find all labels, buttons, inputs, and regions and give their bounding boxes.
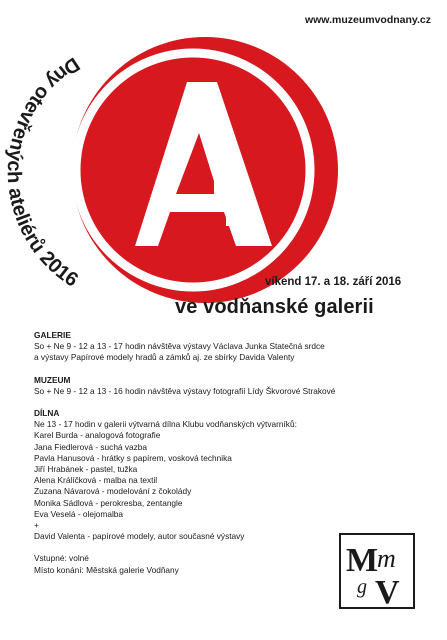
venue-text: Místo konání: Městská galerie Vodňany [34, 564, 179, 575]
svg-text:m: m [377, 544, 396, 573]
program-content [34, 330, 374, 576]
artist-line: Pavla Hanusová - hrátky s papírem, vosková technika [34, 452, 232, 463]
website-url: www.muzeumvodnany.cz [304, 14, 431, 26]
svg-text:V: V [375, 574, 400, 609]
artist-line: Alena Králíčková - malba na textil [34, 475, 158, 486]
program-line: So + Ne 9 - 12 a 13 - 17 hodin návštěva výstavy Václava Junka Statečná srdce [34, 341, 325, 352]
artist-line: Eva Veselá - olejomalba [34, 508, 124, 519]
arc-title-text: Dny otevřených ateliérů 2016 [2, 52, 84, 292]
section-heading: MUZEUM [34, 374, 71, 385]
section-heading: GALERIE [34, 330, 71, 340]
artist-line: Monika Sádlová - perokresba, zentangle [34, 497, 183, 508]
program-line: a výstavy Papírové modely hradů a zámků aj. ze sbírky Davida Valenty [34, 352, 295, 363]
svg-text:g: g [357, 576, 367, 598]
footer-info [34, 553, 374, 575]
program-line: Ne 13 - 17 hodin v galerii výtvarná dílna Klubu vodňanských výtvarníků: [34, 419, 297, 430]
artist-line: Jana Fiedlerová - suchá vazba [34, 441, 147, 452]
plus-sign: + [34, 520, 39, 531]
date-line: víkend 17. a 18. září 2016 [265, 276, 402, 288]
artist-line: Jiří Hrabánek - pastel, tužka [34, 464, 138, 475]
svg-text:M: M [346, 542, 379, 579]
venue-title: ve vodňanské galerii [175, 296, 374, 318]
program-line: So + Ne 9 - 12 a 13 - 16 hodin návštěva výstavy fotografií Lídy Škvorové Strakové [34, 385, 336, 396]
section-galerie [34, 330, 374, 364]
section-muzeum [34, 375, 374, 397]
section-dilna [34, 408, 374, 542]
admission-text: Vstupné: volné [34, 553, 89, 564]
arc-title [3, 53, 84, 292]
section-heading: DÍLNA [34, 408, 60, 419]
artist-line: Karel Burda - analogová fotografie [34, 430, 161, 441]
artist-line: David Valenta - papírové modely, autor současné výstavy [34, 531, 245, 542]
artist-line: Zuzana Návarová - modelování z čokolády [34, 486, 192, 497]
museum-monogram-logo [339, 533, 415, 609]
